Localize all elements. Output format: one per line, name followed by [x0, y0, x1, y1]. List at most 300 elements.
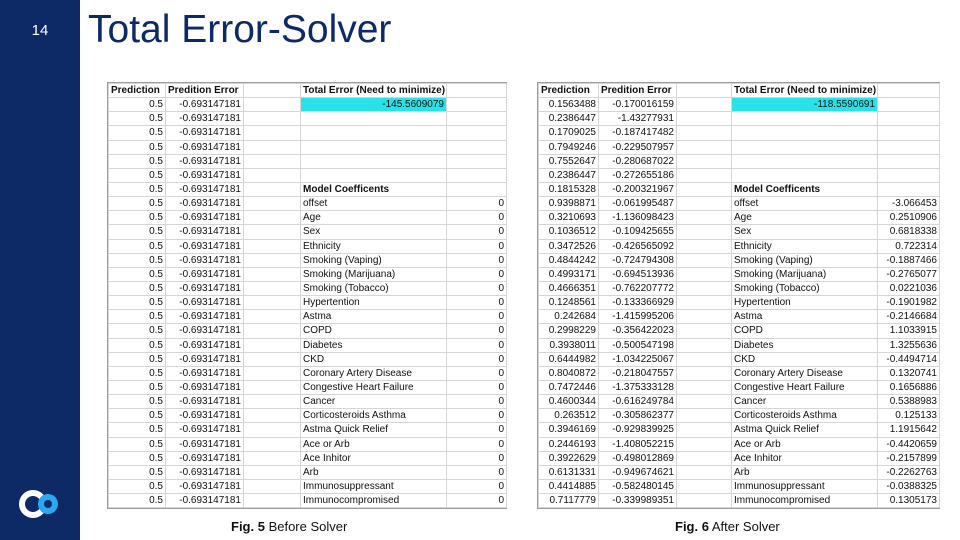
- coefficient-name: Astma: [301, 310, 447, 324]
- prediction-cell: 0.5: [109, 324, 166, 338]
- caption-before: [231, 519, 347, 534]
- coefficient-name: Coronary Artery Disease: [301, 366, 447, 380]
- prediction-cell: 0.5: [109, 479, 166, 493]
- empty-cell: [677, 112, 732, 126]
- prediction-error-cell: -0.693147181: [166, 338, 244, 352]
- prediction-cell: 0.8040872: [539, 366, 599, 380]
- coefficient-name: Immunosuppressant: [301, 479, 447, 493]
- caption-before-text: Before Solver: [264, 519, 348, 534]
- empty-cell: [447, 168, 507, 182]
- coefficient-value: -0.4494714: [878, 352, 940, 366]
- table-row: [539, 267, 940, 281]
- coefficient-value: 0.5388983: [878, 395, 940, 409]
- prediction-cell: 0.263512: [539, 409, 599, 423]
- table-row: [539, 239, 940, 253]
- prediction-error-cell: -0.426565092: [599, 239, 677, 253]
- coefficient-name: Sex: [732, 225, 878, 239]
- empty-cell: [677, 437, 732, 451]
- prediction-cell: 0.4666351: [539, 281, 599, 295]
- coefficient-name: Astma: [732, 310, 878, 324]
- table-row: [539, 409, 940, 423]
- spreadsheet-after-solver: [537, 82, 940, 509]
- prediction-cell: 0.1036512: [539, 225, 599, 239]
- prediction-cell: 0.2998229: [539, 324, 599, 338]
- table-row: [109, 112, 507, 126]
- empty-cell: [244, 126, 301, 140]
- empty-cell: [878, 126, 940, 140]
- empty-cell: [677, 380, 732, 394]
- coefficient-value: 0: [447, 324, 507, 338]
- coefficient-name: CKD: [301, 352, 447, 366]
- prediction-cell: 0.1709025: [539, 126, 599, 140]
- empty-cell: [244, 310, 301, 324]
- prediction-error-cell: -0.693147181: [166, 239, 244, 253]
- table-row: [109, 465, 507, 479]
- coefficient-name: Diabetes: [301, 338, 447, 352]
- table-row: [109, 310, 507, 324]
- caption-after-fig: Fig. 6: [675, 519, 709, 534]
- table-row: [539, 395, 940, 409]
- table-row: [539, 126, 940, 140]
- empty-cell: [677, 451, 732, 465]
- empty-cell: [677, 98, 732, 112]
- empty-cell: [677, 154, 732, 168]
- prediction-cell: 0.9398871: [539, 197, 599, 211]
- coefficient-name: Immunocompromised: [732, 494, 878, 508]
- empty-cell: [677, 225, 732, 239]
- sidebar: [0, 0, 80, 540]
- empty-cell: [244, 451, 301, 465]
- table-row: [539, 366, 940, 380]
- empty-cell: [244, 366, 301, 380]
- table-row: [539, 494, 940, 508]
- coefficient-value: 0: [447, 494, 507, 508]
- table-row: [109, 140, 507, 154]
- prediction-cell: 0.5: [109, 296, 166, 310]
- prediction-cell: 0.3210693: [539, 211, 599, 225]
- coefficient-name: COPD: [732, 324, 878, 338]
- prediction-error-cell: -0.693147181: [166, 98, 244, 112]
- coefficient-name: Congestive Heart Failure: [732, 380, 878, 394]
- coefficient-name: Astma Quick Relief: [301, 423, 447, 437]
- prediction-error-cell: -0.693147181: [166, 352, 244, 366]
- table-row: [539, 211, 940, 225]
- coefficient-value: -0.0388325: [878, 479, 940, 493]
- prediction-cell: 0.7552647: [539, 154, 599, 168]
- empty-cell: [244, 409, 301, 423]
- spreadsheet-before-solver: [107, 82, 507, 509]
- empty-cell: [244, 253, 301, 267]
- prediction-cell: 0.5: [109, 98, 166, 112]
- empty-cell: [677, 479, 732, 493]
- prediction-error-cell: -0.693147181: [166, 423, 244, 437]
- table-row: [109, 423, 507, 437]
- prediction-cell: 0.5: [109, 182, 166, 196]
- empty-cell: [677, 352, 732, 366]
- prediction-cell: 0.5: [109, 197, 166, 211]
- prediction-cell: 0.5: [109, 112, 166, 126]
- empty-cell: [732, 126, 878, 140]
- table-row: [539, 197, 940, 211]
- empty-cell: [244, 380, 301, 394]
- prediction-cell: 0.5: [109, 437, 166, 451]
- table-row: [109, 154, 507, 168]
- table-row: [539, 423, 940, 437]
- table-row: [539, 437, 940, 451]
- coefficient-value: 0: [447, 197, 507, 211]
- coefficient-value: -0.1901982: [878, 296, 940, 310]
- coefficient-name: Arb: [301, 465, 447, 479]
- coefficient-value: 0.1320741: [878, 366, 940, 380]
- coefficient-value: -0.2765077: [878, 267, 940, 281]
- coefficient-name: Age: [301, 211, 447, 225]
- coefficient-name: Smoking (Tobacco): [732, 281, 878, 295]
- before-table: [108, 83, 507, 508]
- header-total-error: Total Error (Need to minimize): [301, 84, 447, 98]
- table-row: [109, 126, 507, 140]
- coefficient-name: Coronary Artery Disease: [732, 366, 878, 380]
- header-empty: [447, 84, 507, 98]
- table-row: [109, 253, 507, 267]
- prediction-error-cell: -0.693147181: [166, 465, 244, 479]
- total-error-value: -145.5609079: [301, 98, 447, 112]
- empty-cell: [677, 395, 732, 409]
- coefficient-value: -0.1887466: [878, 253, 940, 267]
- coefficient-value: 0.6818338: [878, 225, 940, 239]
- empty-cell: [677, 494, 732, 508]
- coefficient-name: Arb: [732, 465, 878, 479]
- coefficient-value: -0.2262763: [878, 465, 940, 479]
- prediction-error-cell: -0.187417482: [599, 126, 677, 140]
- table-row: [539, 296, 940, 310]
- prediction-error-cell: -0.693147181: [166, 409, 244, 423]
- prediction-cell: 0.2446193: [539, 437, 599, 451]
- prediction-cell: 0.3938011: [539, 338, 599, 352]
- table-row: [109, 98, 507, 112]
- coefficient-value: 0: [447, 253, 507, 267]
- coefficient-name: Congestive Heart Failure: [301, 380, 447, 394]
- empty-cell: [301, 126, 447, 140]
- prediction-cell: 0.5: [109, 380, 166, 394]
- table-row: [109, 239, 507, 253]
- prediction-error-cell: -0.693147181: [166, 494, 244, 508]
- empty-cell: [244, 437, 301, 451]
- empty-cell: [677, 310, 732, 324]
- table-row: [109, 211, 507, 225]
- coefficient-value: 0: [447, 211, 507, 225]
- prediction-error-cell: -0.693147181: [166, 395, 244, 409]
- table-row: [109, 225, 507, 239]
- coefficient-value: 0.2510906: [878, 211, 940, 225]
- prediction-error-cell: -0.693147181: [166, 380, 244, 394]
- coefficient-value: 1.3255636: [878, 338, 940, 352]
- prediction-cell: 0.4993171: [539, 267, 599, 281]
- coefficient-value: 0.0221036: [878, 281, 940, 295]
- empty-cell: [677, 197, 732, 211]
- table-row: [539, 310, 940, 324]
- table-row: [539, 352, 940, 366]
- prediction-error-cell: -0.693147181: [166, 366, 244, 380]
- prediction-cell: 0.5: [109, 211, 166, 225]
- empty-cell: [244, 197, 301, 211]
- prediction-error-cell: -0.693147181: [166, 197, 244, 211]
- coefficient-name: Age: [732, 211, 878, 225]
- empty-cell: [732, 154, 878, 168]
- empty-cell: [244, 98, 301, 112]
- prediction-cell: 0.5: [109, 140, 166, 154]
- empty-cell: [878, 112, 940, 126]
- prediction-cell: 0.1815328: [539, 182, 599, 196]
- coefficient-name: Diabetes: [732, 338, 878, 352]
- table-row: [539, 380, 940, 394]
- empty-cell: [878, 182, 940, 196]
- coefficient-name: Smoking (Tobacco): [301, 281, 447, 295]
- empty-cell: [447, 140, 507, 154]
- table-row: [109, 267, 507, 281]
- coefficient-value: 0: [447, 380, 507, 394]
- empty-cell: [244, 225, 301, 239]
- empty-cell: [301, 140, 447, 154]
- coefficient-name: Hypertention: [301, 296, 447, 310]
- prediction-error-cell: -0.949674621: [599, 465, 677, 479]
- prediction-cell: 0.5: [109, 423, 166, 437]
- empty-cell: [677, 267, 732, 281]
- coefficient-name: Hypertention: [732, 296, 878, 310]
- coefficient-value: 0: [447, 310, 507, 324]
- empty-cell: [677, 126, 732, 140]
- table-row: [539, 112, 940, 126]
- coefficient-value: 0: [447, 465, 507, 479]
- coefficient-name: Smoking (Marijuana): [732, 267, 878, 281]
- table-row: [539, 451, 940, 465]
- prediction-cell: 0.5: [109, 465, 166, 479]
- prediction-error-cell: -0.724794308: [599, 253, 677, 267]
- empty-cell: [244, 281, 301, 295]
- table-row: [109, 338, 507, 352]
- header-prediction-error: Predition Error: [599, 84, 677, 98]
- coefficient-value: 1.1915642: [878, 423, 940, 437]
- after-table: [538, 83, 940, 508]
- prediction-error-cell: -0.356422023: [599, 324, 677, 338]
- prediction-cell: 0.6131331: [539, 465, 599, 479]
- prediction-cell: 0.2386447: [539, 112, 599, 126]
- table-row: [109, 352, 507, 366]
- total-error-value: -118.5590691: [732, 98, 878, 112]
- coefficient-value: 0: [447, 281, 507, 295]
- coefficient-value: 0: [447, 409, 507, 423]
- header-total-error: Total Error (Need to minimize): [732, 84, 878, 98]
- table-row: [539, 168, 940, 182]
- empty-cell: [677, 239, 732, 253]
- prediction-error-cell: -0.693147181: [166, 451, 244, 465]
- empty-cell: [677, 182, 732, 196]
- table-row: [539, 479, 940, 493]
- coefficient-name: Ace Inhitor: [732, 451, 878, 465]
- caption-after-text: After Solver: [708, 519, 780, 534]
- prediction-error-cell: -0.693147181: [166, 182, 244, 196]
- coefficient-name: Ace or Arb: [301, 437, 447, 451]
- caption-before-fig: Fig. 5: [231, 519, 265, 534]
- empty-cell: [677, 140, 732, 154]
- coefficient-name: Cancer: [301, 395, 447, 409]
- prediction-cell: 0.3946169: [539, 423, 599, 437]
- coefficient-name: Ace Inhitor: [301, 451, 447, 465]
- table-row: [539, 253, 940, 267]
- coefficient-name: Corticosteroids Asthma: [301, 409, 447, 423]
- empty-cell: [244, 168, 301, 182]
- empty-cell: [244, 338, 301, 352]
- prediction-cell: 0.5: [109, 494, 166, 508]
- prediction-cell: 0.1563488: [539, 98, 599, 112]
- empty-cell: [677, 465, 732, 479]
- coefficient-name: Smoking (Vaping): [301, 253, 447, 267]
- table-row: [539, 182, 940, 196]
- coefficient-value: -0.4420659: [878, 437, 940, 451]
- empty-cell: [447, 154, 507, 168]
- table-row: [109, 437, 507, 451]
- prediction-error-cell: -0.109425655: [599, 225, 677, 239]
- prediction-cell: 0.5: [109, 409, 166, 423]
- prediction-error-cell: -0.693147181: [166, 310, 244, 324]
- prediction-error-cell: -0.693147181: [166, 168, 244, 182]
- empty-cell: [878, 140, 940, 154]
- prediction-error-cell: -1.034225067: [599, 352, 677, 366]
- prediction-error-cell: -0.170016159: [599, 98, 677, 112]
- header-row: [109, 84, 507, 98]
- coefficient-value: 0.1656886: [878, 380, 940, 394]
- empty-cell: [677, 338, 732, 352]
- empty-cell: [677, 211, 732, 225]
- empty-cell: [244, 239, 301, 253]
- empty-cell: [677, 324, 732, 338]
- empty-cell: [244, 494, 301, 508]
- caption-after: [675, 519, 780, 534]
- empty-cell: [301, 168, 447, 182]
- prediction-cell: 0.3472526: [539, 239, 599, 253]
- prediction-error-cell: -0.694513936: [599, 267, 677, 281]
- header-row: [539, 84, 940, 98]
- prediction-cell: 0.4600344: [539, 395, 599, 409]
- empty-cell: [244, 140, 301, 154]
- prediction-error-cell: -0.218047557: [599, 366, 677, 380]
- prediction-error-cell: -0.762207772: [599, 281, 677, 295]
- prediction-error-cell: -0.693147181: [166, 211, 244, 225]
- table-row: [109, 168, 507, 182]
- coefficient-value: 0.125133: [878, 409, 940, 423]
- empty-cell: [447, 126, 507, 140]
- prediction-error-cell: -0.272655186: [599, 168, 677, 182]
- table-row: [109, 197, 507, 211]
- table-row: [109, 409, 507, 423]
- empty-cell: [878, 98, 940, 112]
- empty-cell: [732, 112, 878, 126]
- coefficient-value: 0: [447, 239, 507, 253]
- prediction-error-cell: -1.136098423: [599, 211, 677, 225]
- empty-cell: [878, 154, 940, 168]
- coefficient-name: Ace or Arb: [732, 437, 878, 451]
- prediction-cell: 0.5: [109, 168, 166, 182]
- slide-title: Total Error-Solver: [88, 8, 392, 51]
- prediction-error-cell: -0.693147181: [166, 281, 244, 295]
- prediction-error-cell: -0.693147181: [166, 112, 244, 126]
- coefficient-value: 0.1305173: [878, 494, 940, 508]
- table-row: [109, 479, 507, 493]
- coefficient-value: 0: [447, 437, 507, 451]
- table-row: [539, 465, 940, 479]
- table-row: [109, 380, 507, 394]
- prediction-cell: 0.5: [109, 126, 166, 140]
- prediction-cell: 0.7117779: [539, 494, 599, 508]
- prediction-error-cell: -1.375333128: [599, 380, 677, 394]
- prediction-cell: 0.7472446: [539, 380, 599, 394]
- empty-cell: [447, 98, 507, 112]
- prediction-cell: 0.6444982: [539, 352, 599, 366]
- prediction-error-cell: -1.43277931: [599, 112, 677, 126]
- empty-cell: [677, 296, 732, 310]
- table-row: [539, 98, 940, 112]
- prediction-error-cell: -0.616249784: [599, 395, 677, 409]
- empty-cell: [447, 112, 507, 126]
- coefficient-value: -3.066453: [878, 197, 940, 211]
- prediction-error-cell: -0.133366929: [599, 296, 677, 310]
- empty-cell: [677, 366, 732, 380]
- prediction-error-cell: -0.693147181: [166, 324, 244, 338]
- coefficient-value: 0: [447, 366, 507, 380]
- prediction-cell: 0.2386447: [539, 168, 599, 182]
- coefficient-name: COPD: [301, 324, 447, 338]
- header-prediction: Prediction: [539, 84, 599, 98]
- coefficient-name: Smoking (Marijuana): [301, 267, 447, 281]
- empty-cell: [677, 281, 732, 295]
- empty-cell: [301, 112, 447, 126]
- empty-cell: [244, 154, 301, 168]
- prediction-error-cell: -0.693147181: [166, 267, 244, 281]
- coefficient-value: 0: [447, 451, 507, 465]
- empty-cell: [244, 352, 301, 366]
- coefficient-name: Immunocompromised: [301, 494, 447, 508]
- table-row: [109, 182, 507, 196]
- prediction-error-cell: -0.693147181: [166, 140, 244, 154]
- prediction-cell: 0.5: [109, 352, 166, 366]
- prediction-error-cell: -0.498012869: [599, 451, 677, 465]
- table-row: [539, 338, 940, 352]
- prediction-cell: 0.5: [109, 225, 166, 239]
- empty-cell: [677, 168, 732, 182]
- table-row: [109, 324, 507, 338]
- coefficient-name: Immunosuppressant: [732, 479, 878, 493]
- prediction-cell: 0.5: [109, 281, 166, 295]
- empty-cell: [677, 253, 732, 267]
- prediction-error-cell: -0.582480145: [599, 479, 677, 493]
- empty-cell: [732, 140, 878, 154]
- empty-cell: [244, 296, 301, 310]
- header-prediction-error: Predition Error: [166, 84, 244, 98]
- prediction-cell: 0.5: [109, 253, 166, 267]
- table-row: [539, 281, 940, 295]
- prediction-error-cell: -0.339989351: [599, 494, 677, 508]
- coefficient-name: CKD: [732, 352, 878, 366]
- prediction-cell: 0.5: [109, 395, 166, 409]
- table-row: [539, 324, 940, 338]
- table-row: [539, 154, 940, 168]
- prediction-cell: 0.5: [109, 366, 166, 380]
- table-row: [109, 494, 507, 508]
- prediction-error-cell: -0.500547198: [599, 338, 677, 352]
- table-row: [539, 225, 940, 239]
- table-row: [109, 366, 507, 380]
- prediction-error-cell: -0.229507957: [599, 140, 677, 154]
- prediction-cell: 0.3922629: [539, 451, 599, 465]
